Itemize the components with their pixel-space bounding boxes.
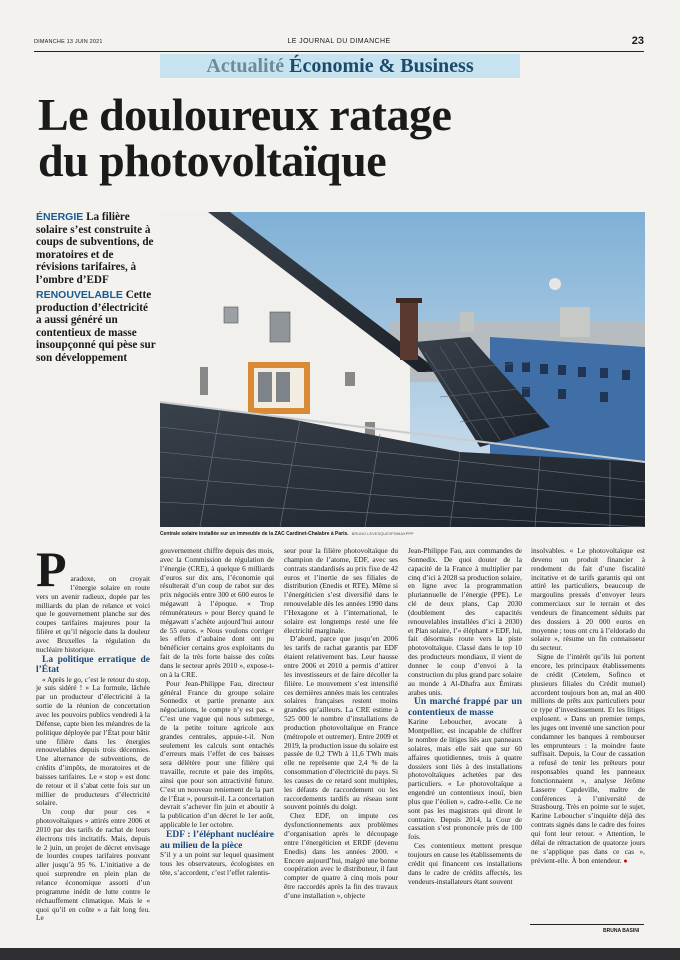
standfirst-keyword: RENOUVELABLE [36, 289, 123, 301]
paragraph: gouvernement chiffre depuis des mois, avec la Commission de régulation de l’énergie (CRE), à quelque 6 milliards d’euros sur dix ans, l’économie qui résulterait d’un coup de rabot sur des prix négociés entre 300 et 600 euros le mégawatt à l’époque. « Trop rémunérateurs » pour Bercy quand le mégawatt s’achète aujourd’hui autour de 55 euros. « Nous voulons corriger les effets d’aubaine dont ont pu bénéficier certains gros exploitants du fait de la très forte baisse des coûts dans le secteur après 2010 », expose-t-on à la CRE. [160, 546, 274, 679]
paragraph: seur pour la filière photovoltaïque du champion de l’atome, EDF, avec ses contrats standardisés au prix fixe de 42 euros et l’inertie de ses filiales de distribution (Enedis et RTE). Même si l’énergéticien s’est diversifié dans le renouvelable dès les années 1990 dans l’Hexagone et à l’international, le solaire est longtemps resté une fée électricité marginale. [284, 546, 398, 635]
article-column-5 [531, 547, 645, 865]
paragraph: Jean-Philippe Fau, aux commandes de Sonnedix. De quoi douter de la capacité de la France à multiplier par cinq d’ici à 2028 sa production solaire, en ligne avec la programmation pluriannuelle de l’énergie (PPE). Le clé de deux plans, Cap 2030 (doublement des capacités renouvelables installées d’ici à 2030) et Plan solaire, l’« éléphant » EDF, lui, fait désormais route vers la piste photovoltaïque. Classé dans le top 10 des producteurs mondiaux, il vient de donner le coup d’envoi à la construction du plus grand parc solaire au monde à Al-Dhafra aux Émirats arabes unis. [408, 546, 522, 697]
solar-building-photo [160, 212, 645, 527]
drop-cap: P [36, 541, 67, 597]
standfirst-energie [36, 211, 156, 287]
paragraph: aradoxe, on croyait l’énergie solaire en route vers un avenir radieux, dopée par les milliards du plan de relance et voici que le gouvernement planche sur des coupes tarifaires majeures pour la filière et qu’il négocie dans la douleur avec Bruxelles la régulation du nucléaire historique. [36, 574, 150, 654]
subheading: La politique erratique de l’État [36, 654, 150, 676]
paragraph: Chez EDF, on impute ces dysfonctionnements aux problèmes d’organisation après le découpage entre l’énergéticien et ERDF (devenu Enedis) dans les années 2000. « Encore aujourd’hui, malgré une bonne coopération avec le distributeur, il faut compter de quatre à cinq mois pour être raccordés après la fin des travaux d’une installation », objecte [284, 811, 398, 900]
subheading: Un marché frappé par un contentieux de masse [408, 697, 522, 718]
standfirst-renouvelable [36, 289, 156, 365]
paragraph: S’il y a un point sur lequel quasiment tous les observateurs, écologistes en tête, s’accordent, c’est l’effet ralentis- [160, 850, 274, 877]
paragraph: Ces contentieux mettent presque toujours en cause les établissements de crédit qui financent ces installations dans le cadre de crédits affectés, les vendeurs-installateurs étant souvent [408, 841, 522, 886]
section-category: Économie & Business [289, 55, 474, 77]
headline-line-2: du photovoltaïque [38, 135, 387, 186]
end-mark-icon: ● [623, 856, 628, 865]
paragraph: insolvables. « Le photovoltaïque est devenu un produit financier à rendement du fait d’une fiscalité incitative et de tarifs garantis qui ont attiré les particuliers, beaucoup de margoulins pressés d’envoyer leurs commerciaux sur le terrain et des vendeurs de financement séduits par des dossiers à 20 000 euros en moyenne ; tous ont cru à l’eldorado du solaire », résume un fin connaisseur du secteur. [531, 546, 645, 653]
caption-text: Centrale solaire installée sur un immeuble de la ZAC Cardinet-Chalabre à Paris. [160, 531, 349, 537]
photo-caption [160, 531, 645, 537]
standfirst-text: Cette production d’électricité a aussi généré un contentieux de masse insoupçonné qui pèse sur son développement [36, 289, 156, 364]
photo-credit: BRUNO LEVESQUE/IP3/MAXPPP [351, 531, 414, 536]
newspaper-name: LE JOURNAL DU DIMANCHE [287, 38, 391, 45]
photo-illustration [160, 212, 645, 527]
paragraph: « Après le go, c’est le retour du stop, je suis sidéré ! » La formule, lâchée par un producteur d’électricité à la sortie de la réunion de concertation avec les pouvoirs publics vendredi à la Défense, capte bien les méandres de la politique déployée par l’État pour bâtir une filière dans les énergies renouvelables depuis trois décennies. Une alternance de subventions, de crédits d’impôts, de moratoires et de baisses tarifaires. Le « stop » est donc de retour et il s’abat cette fois sur un millier de producteurs d’électricité solaire. [36, 674, 150, 808]
subheading: EDF : l’éléphant nucléaire au milieu de la pièce [160, 830, 274, 851]
paragraph: Pour Jean-Philippe Fau, directeur général France du groupe solaire Sonnedix et partie prenante aux négociations, le compte n’y est pas. « C’est une vague qui nous submerge, de la petite toiture agricole aux grandes centrales, appuie-t-il. Non seulement les calculs sont entachés d’erreurs mais l’effet de ces baisses sera délétère pour une filière qui travaille, recrute et paie des impôts, ainsi que pour son attractivité future. C’est un nouveau reniement de la part de l’État », poursuit-il. La concertation devrait s’achever fin juin et aboutir à la publication d’un décret le 1er août, applicable le 1er octobre. [160, 678, 274, 830]
paragraph [531, 653, 645, 865]
byline-rule [530, 924, 644, 925]
headline [38, 89, 648, 186]
article-column-1 [36, 541, 150, 923]
byline: BRUNA BASINI [603, 928, 640, 934]
section-label: Actualité [206, 55, 285, 77]
article-column-4 [408, 547, 522, 886]
issue-date: DIMANCHE 13 JUIN 2021 [34, 39, 103, 45]
article-column-2 [160, 547, 274, 878]
paragraph-text: Signe de l’intérêt qu’ils lui portent encore, les principaux établissements de crédit (Cetelem, Sofinco et plusieurs filiales du Crédit mutuel) accordent toujours bon an, mal an 400 millions de prêts aux particuliers pour ce type d’investissement. Et les litiges explosent. « Dans un premier temps, les juges ont inventé une sanction pour condamner les banques à rembourser les emprunteurs : la moindre faute suffisait. Depuis, la Cour de cassation a refusé de tenir les prêteurs pour responsables quand les panneaux fonctionnaient », analyse Jérôme Lasserre Capdeville, maître de conférences à l’université de Strasbourg. Très en pointe sur le sujet, Karine Leboucher s’inquiète déjà des contrats signés dans le cadre des foires qui font leur retour. « Attention, le délai de rétractation de quatorze jours ne s’applique pas dans ce cas », prévient-elle. À bon entendeur. [531, 652, 645, 865]
headline-line-1: Le douloureux ratage [38, 89, 452, 140]
page-number: 23 [631, 35, 644, 47]
article-column-3 [284, 547, 398, 901]
section-banner [160, 54, 520, 78]
paragraph: D’abord, parce que jusqu’en 2006 les tarifs de rachat garantis par EDF étaient relativement bas. Leur hausse entre 2006 et 2010 a permis d’attirer les investisseurs et de faire décoller la filière. Le mouvement s’est intensifié ces dernières années mais les centrales solaires françaises restent moins grandes qu’ailleurs. La CRE estime à 525 000 le nombre d’installations de production photovoltaïque en France (métropole et outremer). Entre 2009 et 2019, la production issue du solaire est passée de 0,2 TWh à 11,6 TWh mais elle ne représente que 2,4 % de la consommation d’électricité du pays. Si les causes de ce retard sont multiples, les défauts de raccordement ou les raccordements tardifs au réseau sont souvent pointés du doigt. [284, 634, 398, 812]
bottom-bar [0, 948, 680, 960]
page-header [34, 37, 644, 52]
standfirst-keyword: ÉNERGIE [36, 211, 84, 223]
standfirst-text: La filière solaire s’est construite à coups de subventions, de moratoires et de révisions tarifaires, à l’ombre d’EDF [36, 211, 154, 286]
paragraph: Un coup dur pour ces « photovoltaïques » attirés entre 2006 et 2010 par des tarifs de rachat de leurs électrons très incitatifs. Mais, depuis le 2 juin, un projet de décret envisage de lourdes coupes tarifaires pouvant aller jusqu’à 95 %. L’initiative a de quoi surprendre en plein plan de relance économique assorti d’un programme inédit de lutte contre le réchauffement climatique. Mais le « quoi qu’il en coûte » a fait long feu. Le [36, 807, 150, 923]
paragraph: Karine Leboucher, avocate à Montpellier, est incapable de chiffrer le nombre de litiges liés aux panneaux solaires, mais elle sait que sur 60 affaires quotidiennes, trois à quatre dossiers sont liés à des installations photovoltaïques achetées par des particuliers. « Le photovoltaïque a engendré un contentieux inouï, bien plus que l’éolien », cadre-t-elle. Ce ne sont pas les magistrats qui diront le contraire. Depuis 2014, la Cour de cassation s’est prononcée près de 100 fois. [408, 717, 522, 842]
